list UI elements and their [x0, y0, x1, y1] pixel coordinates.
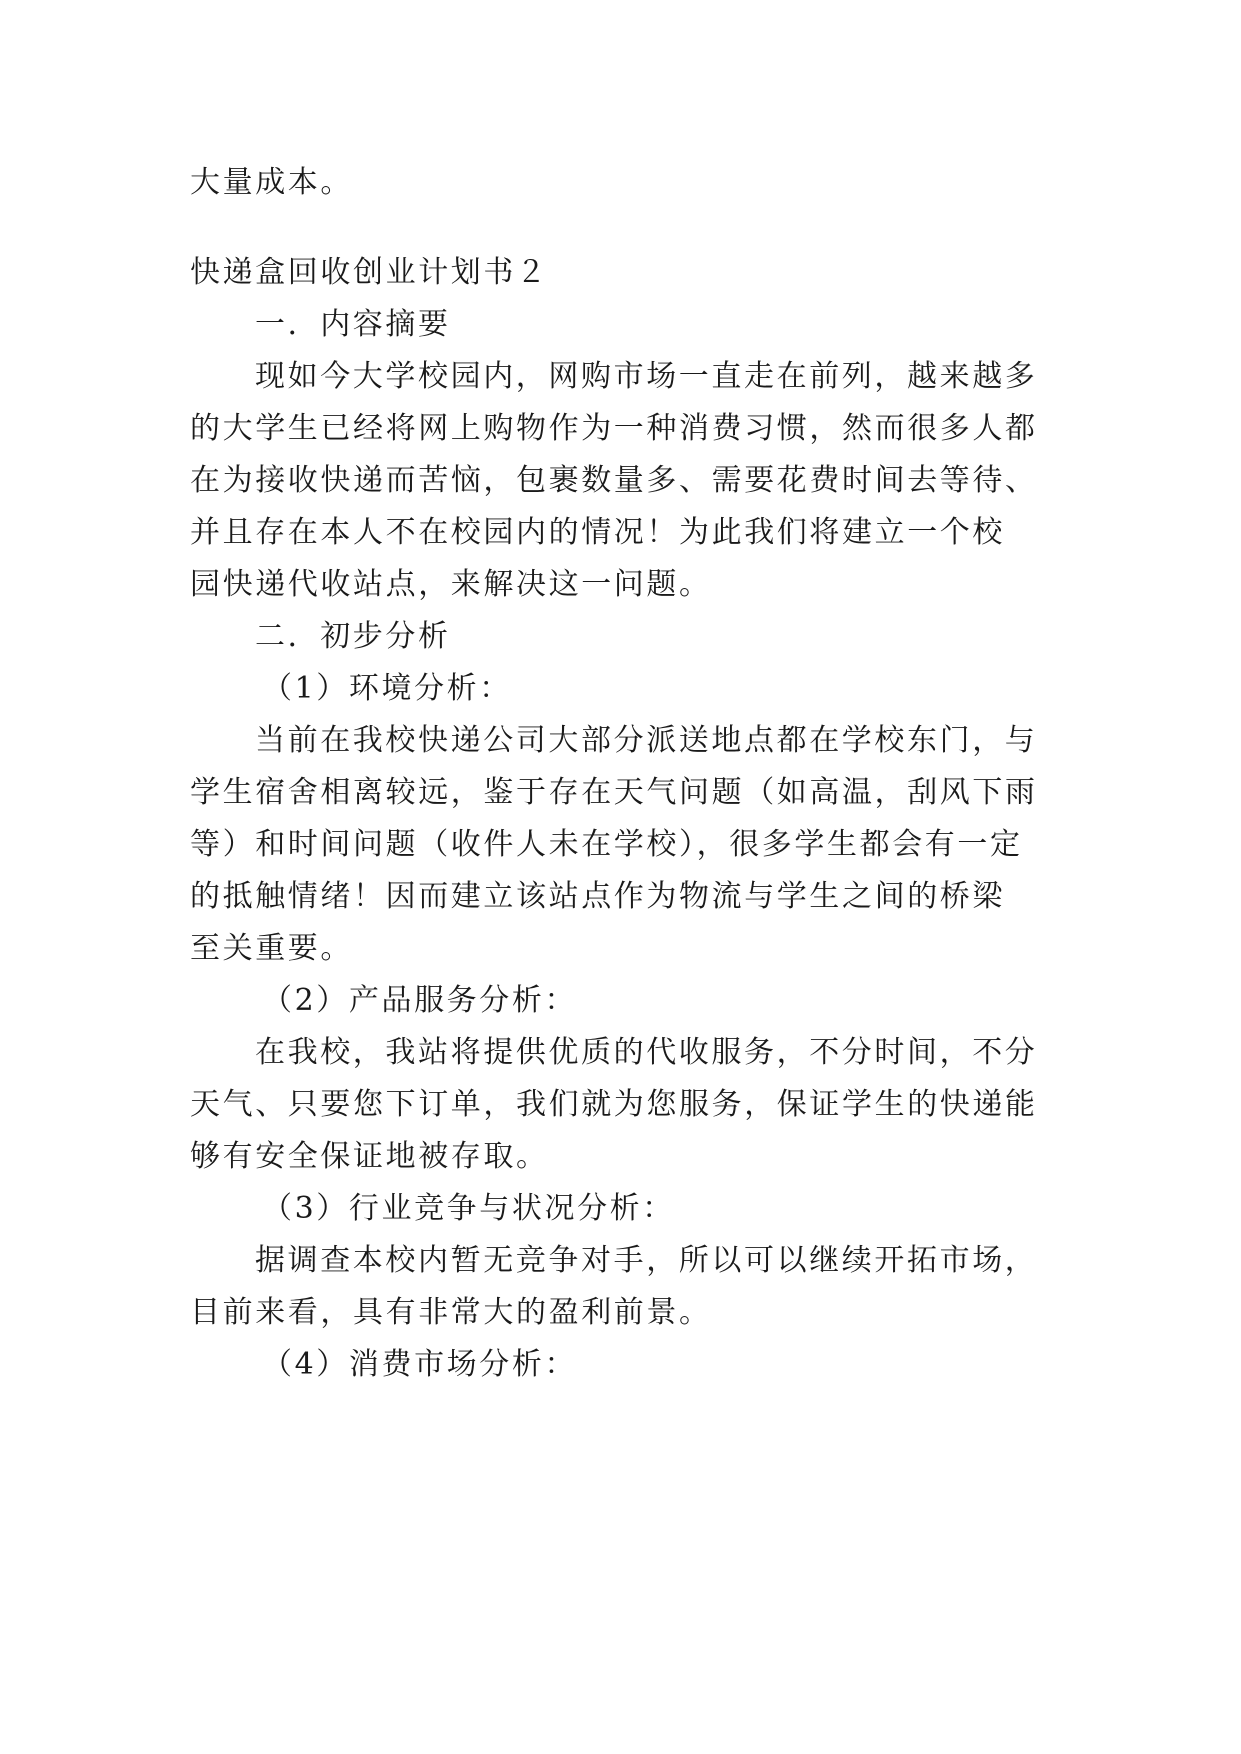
summary-line-3: 在为接收快递而苦恼，包裹数量多、需要花费时间去等待、 [190, 463, 1038, 498]
summary-line-5: 园快递代收站点，来解决这一问题。 [190, 567, 712, 602]
paragraph-continuation: 大量成本。 [190, 165, 353, 200]
product-line-1: 在我校，我站将提供优质的代收服务，不分时间，不分 [255, 1035, 1038, 1070]
environment-line-2: 学生宿舍相离较远，鉴于存在天气问题（如高温，刮风下雨 [190, 775, 1038, 810]
summary-line-1: 现如今大学校园内，网购市场一直走在前列，越来越多 [255, 359, 1038, 394]
environment-line-4: 的抵触情绪！因而建立该站点作为物流与学生之间的桥梁 [190, 879, 1005, 914]
subheading-environment: （1）环境分析： [262, 671, 512, 706]
subheading-competition: （3）行业竞争与状况分析： [262, 1191, 675, 1226]
subheading-consumer-market: （4）消费市场分析： [262, 1347, 578, 1382]
environment-line-3: 等）和时间问题（收件人未在学校），很多学生都会有一定 [190, 827, 1023, 862]
product-line-3: 够有安全保证地被存取。 [190, 1139, 549, 1174]
section-heading-summary: 一．内容摘要 [255, 307, 451, 342]
section-heading-analysis: 二．初步分析 [255, 619, 451, 654]
summary-line-4: 并且存在本人不在校园内的情况！为此我们将建立一个校 [190, 515, 1005, 550]
document-title: 快递盒回收创业计划书２ [190, 255, 549, 290]
subheading-product-service: （2）产品服务分析： [262, 983, 578, 1018]
product-line-2: 天气、只要您下订单，我们就为您服务，保证学生的快递能 [190, 1087, 1038, 1122]
summary-line-2: 的大学生已经将网上购物作为一种消费习惯，然而很多人都 [190, 411, 1038, 446]
environment-line-5: 至关重要。 [190, 931, 353, 966]
competition-line-2: 目前来看，具有非常大的盈利前景。 [190, 1295, 712, 1330]
environment-line-1: 当前在我校快递公司大部分派送地点都在学校东门，与 [255, 723, 1038, 758]
competition-line-1: 据调查本校内暂无竞争对手，所以可以继续开拓市场， [255, 1243, 1038, 1278]
